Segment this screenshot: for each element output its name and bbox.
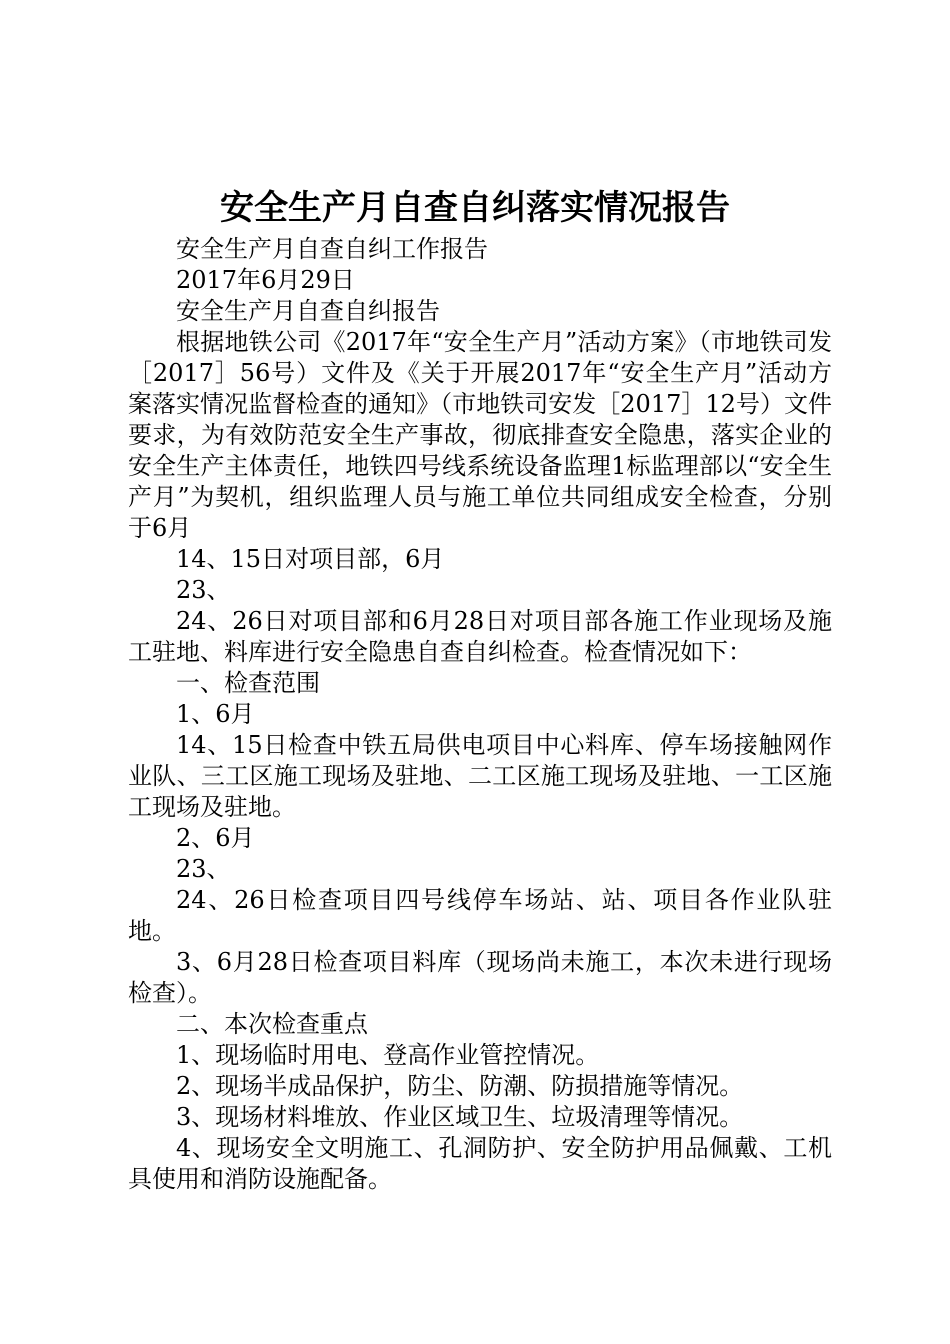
list-item: 2、6月 — [176, 824, 255, 852]
list-item: 1、6月 — [176, 700, 255, 728]
paragraph: 24、26日对项目部和6月28日对项目部各施工作业现场及施工驻地、料库进行安全隐患自查自纠检查。检查情况如下： — [128, 607, 832, 666]
list-item: 2、现场半成品保护，防尘、防潮、防损措施等情况。 — [176, 1072, 744, 1100]
list-item: 1、现场临时用电、登高作业管控情况。 — [176, 1041, 600, 1069]
paragraph: 24、26日检查项目四号线停车场站、站、项目各作业队驻地。 — [128, 886, 832, 945]
subtitle-line: 安全生产月自查自纠工作报告 — [176, 235, 488, 263]
list-item: 4、现场安全文明施工、孔洞防护、安全防护用品佩戴、工机具使用和消防设施配备。 — [128, 1134, 832, 1193]
list-item: 3、6月28日检查项目料库（现场尚未施工，本次未进行现场检查）。 — [128, 948, 832, 1007]
section-heading: 一、检查范围 — [176, 669, 320, 697]
list-item: 3、现场材料堆放、作业区域卫生、垃圾清理等情况。 — [176, 1103, 744, 1131]
document-title: 安全生产月自查自纠落实情况报告 — [220, 188, 730, 228]
section-heading: 二、本次检查重点 — [176, 1010, 368, 1038]
paragraph: 23、 — [176, 855, 231, 883]
document-body — [128, 234, 832, 1195]
date-line: 2017年6月29日 — [176, 266, 355, 294]
report-heading: 安全生产月自查自纠报告 — [176, 297, 440, 325]
paragraph: 23、 — [176, 576, 231, 604]
intro-paragraph: 根据地铁公司《2017年“安全生产月”活动方案》（市地铁司发［2017］56号）文件及《关于开展2017年“安全生产月”活动方案落实情况监督检查的通知》（市地铁司安发［2017］12号）文件要求，为有效防范安全生产事故，彻底排查安全隐患，落实企业的安全生产主体责任，地铁四号线系统设备监理1标监理部以“安全生产月”为契机，组织监理人员与施工单位共同组成安全检查，分别于6月 — [128, 328, 832, 542]
paragraph: 14、15日检查中铁五局供电项目中心料库、停车场接触网作业队、三工区施工现场及驻地、二工区施工现场及驻地、一工区施工现场及驻地。 — [128, 731, 832, 821]
paragraph: 14、15日对项目部，6月 — [176, 545, 445, 573]
